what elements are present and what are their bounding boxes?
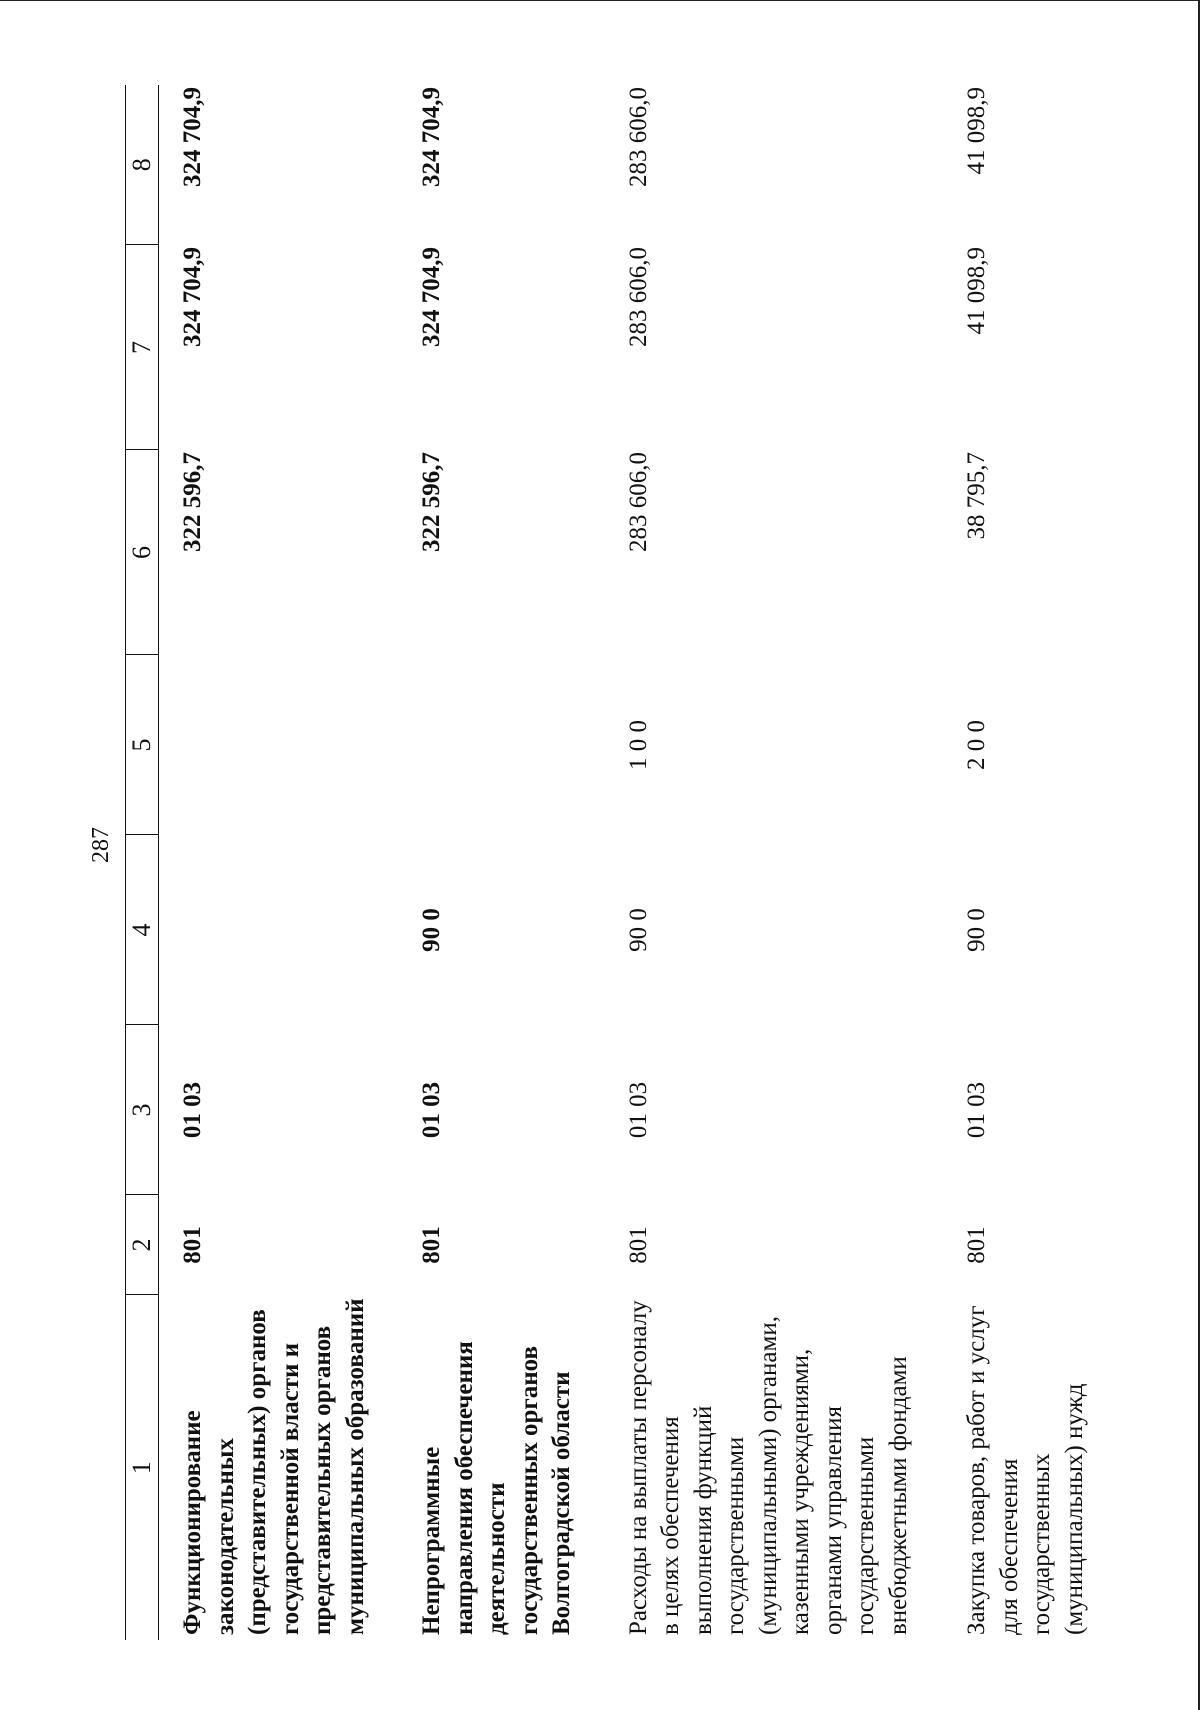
row-amount-col8: 283 606,0 [624,87,652,187]
row-amount-col8: 41 098,9 [963,87,990,175]
header-col-2: 2 [126,1195,159,1295]
table-row [159,85,373,1640]
row-name: Функционирование законодательных (представительных) органов государственной власти и представительных органов муниципальных образований [179,1298,369,1635]
header-col-7: 7 [126,245,159,450]
row-expense-type [372,655,579,835]
row-expense-type [159,655,373,835]
budget-table [125,85,1091,1640]
row-ministry-code: 801 [179,1226,206,1264]
row-amount-col7: 324 704,9 [179,247,206,347]
table-row [372,85,579,1640]
row-amount-col7: 41 098,9 [963,247,990,335]
row-name: Непрограммные направления обеспечения деятельности государственных органов Волгоградской области [418,1341,575,1635]
header-col-3: 3 [126,1025,159,1195]
row-section-code: 01 03 [963,1081,990,1139]
row-target-code: 90 0 [963,908,990,952]
row-name: Расходы на выплаты персоналу в целях обеспечения выполнения функций государственными (муниципальными) органами, казенными учреждениями, органами управления государственными внебюджетными фондами [624,1300,912,1635]
row-amount-col6: 322 596,7 [179,452,206,552]
table-header-row [126,85,159,1640]
table-row [915,85,1091,1640]
row-target-code: 90 0 [418,908,445,952]
header-col-6: 6 [126,450,159,655]
row-amount-col7: 283 606,0 [624,247,652,347]
header-col-8: 8 [126,85,159,245]
row-target-code: 90 0 [624,908,652,952]
row-amount-col7: 324 704,9 [418,247,445,347]
row-name: Закупка товаров, работ и услуг для обеспечения государственных (муниципальных) нужд [963,1305,1088,1635]
header-col-1: 1 [126,1295,159,1640]
row-section-code: 01 03 [624,1081,652,1139]
row-ministry-code: 801 [418,1226,445,1264]
row-amount-col8: 324 704,9 [418,87,445,187]
page-number: 287 [88,827,114,863]
header-col-5: 5 [126,655,159,835]
row-section-code: 01 03 [418,1081,445,1139]
row-amount-col8: 324 704,9 [179,87,206,187]
table-row [579,85,916,1640]
row-amount-col6: 322 596,7 [418,452,445,552]
row-amount-col6: 38 795,7 [963,452,990,540]
row-expense-type: 1 0 0 [624,720,652,770]
row-ministry-code: 801 [624,1226,652,1264]
row-amount-col6: 283 606,0 [624,452,652,552]
row-target-code [159,835,373,1025]
header-col-4: 4 [126,835,159,1025]
row-expense-type: 2 0 0 [963,720,990,770]
row-section-code: 01 03 [179,1081,206,1139]
row-ministry-code: 801 [963,1226,990,1264]
